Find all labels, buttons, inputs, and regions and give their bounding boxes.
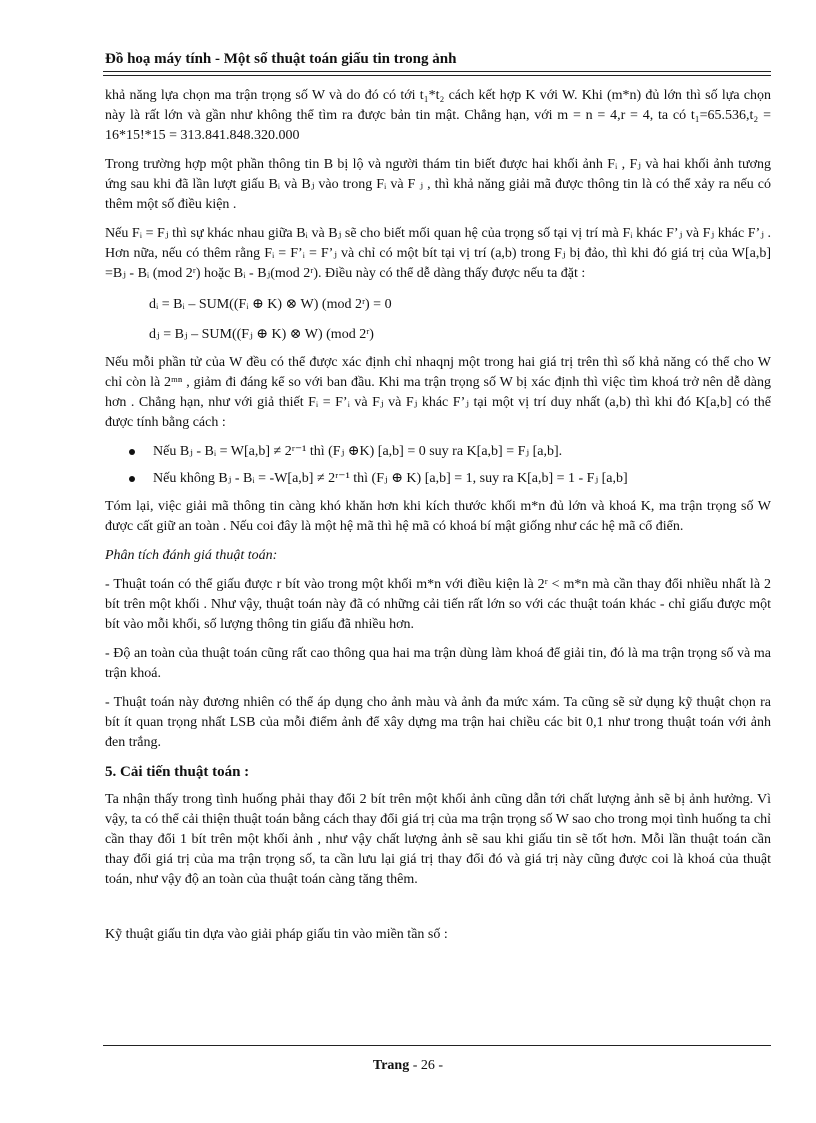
paragraph: Kỹ thuật giấu tin dựa vào giải pháp giấu tin vào miền tần số : bbox=[105, 927, 448, 942]
bullet-item bbox=[105, 442, 771, 462]
paragraph: Trong trường hợp một phần thông tin B bị lộ và người thám tin biết được hai khối ảnh Fᵢ , Fⱼ và hai khối ảnh tương ứng sau khi đã lần lượt giấu Bᵢ và Bⱼ vào trong Fᵢ và F ⱼ , thì khả năng giải mã được thông tin là có thể xảy ra nếu có thêm một số điều kiện . bbox=[105, 157, 771, 212]
bullet-item bbox=[105, 469, 771, 489]
analysis-point: - Độ an toàn của thuật toán cũng rất cao thông qua hai ma trận dùng làm khoá để giải tin, đó là ma trận trọng số và ma trận khoá. bbox=[105, 646, 771, 681]
bullet-text: Nếu không Bⱼ - Bᵢ = -W[a,b] ≠ 2ʳ⁻¹ thì (Fⱼ ⊕ K) [a,b] = 1, suy ra K[a,b] = 1 - Fⱼ [a,b] bbox=[153, 471, 628, 486]
section-heading: 5. Cải tiến thuật toán : bbox=[105, 764, 250, 780]
analysis-point: - Thuật toán có thể giấu được r bít vào trong một khối m*n với điều kiện là 2ʳ < m*n mà cần thay đổi nhiều nhất là 2 bít trên một khối . Như vậy, thuật toán này đã có những cải tiến rất lớn so với các thuật toán khác - chỉ giấu được một bít vào mỗi khối, số lượng thông tin giấu đã nhiều hơn. bbox=[105, 577, 771, 632]
analysis-heading: Phân tích đánh giá thuật toán: bbox=[105, 548, 278, 563]
page-label: Trang bbox=[372, 1058, 410, 1073]
paragraph: khả năng lựa chọn ma trận trọng số W và do đó có tới t₁*t₂ cách kết hợp K với W. Khi (m*n) đủ lớn thì số lựa chọn này là rất lớn và gần như không thể tìm ra được bản tin mật. Chẳng hạn, với m = n = 4,r = 4, ta có t₁=65.536,t₂ = 16*15!*15 = 313.841.848.320.000 bbox=[105, 88, 771, 143]
analysis-point: - Thuật toán này đương nhiên có thể áp dụng cho ảnh màu và ảnh đa mức xám. Ta cũng sẽ sử dụng kỹ thuật chọn ra bít ít quan trọng nhất LSB của mỗi điểm ảnh để xây dựng ma trận hai chiều các bit 0,1 như trong thuật toán với ảnh đen trắng. bbox=[105, 695, 771, 750]
bullet-list bbox=[105, 442, 771, 489]
paragraph: Nếu mỗi phần tử của W đều có thể được xác định chỉ nhaqnj một trong hai giá trị trên thì số khả năng có thể cho W chỉ còn là 2ᵐⁿ , giảm đi đáng kể so với ban đầu. Khi ma trận trọng số W bị xác định thì việc tìm khoá trở nên dễ dàng hơn . Chẳng hạn, như với giả thiết Fᵢ = F’ᵢ và Fⱼ và Fⱼ khác F’ⱼ tại một vị trí duy nhất (a,b) thì khi đó K[a,b] có thể được tính bằng cách : bbox=[105, 355, 771, 430]
bullet-dot-icon bbox=[129, 449, 135, 455]
paragraph: Tóm lại, việc giải mã thông tin càng khó khăn hơn khi kích thước khối m*n đủ lớn và khoá K, ma trận trọng số W được cất giữ an toàn . Nếu coi đây là một hệ mã thì hệ mã có khoá bí mật giống như các hệ mã cổ điển. bbox=[105, 499, 771, 534]
formula-di: dᵢ = Bᵢ – SUM((Fᵢ ⊕ K) ⊗ W) (mod 2ʳ) = 0 bbox=[149, 297, 392, 312]
page-number: - 26 - bbox=[412, 1058, 444, 1073]
header-rule-bottom bbox=[103, 75, 771, 76]
header-rule-top bbox=[103, 71, 771, 72]
bullet-text: Nếu Bⱼ - Bᵢ = W[a,b] ≠ 2ʳ⁻¹ thì (Fⱼ ⊕K) [a,b] = 0 suy ra K[a,b] = Fⱼ [a,b]. bbox=[153, 444, 563, 459]
formula-dj: dⱼ = Bⱼ – SUM((Fⱼ ⊕ K) ⊗ W) (mod 2ʳ) bbox=[149, 327, 374, 342]
footer-rule bbox=[103, 1045, 771, 1046]
bullet-dot-icon bbox=[129, 476, 135, 482]
page-header-title: Đồ hoạ máy tính - Một số thuật toán giấu tin trong ảnh bbox=[105, 51, 457, 67]
paragraph: Ta nhận thấy trong tình huống phải thay đổi 2 bít trên một khối ảnh cũng dẫn tới chất lượng ảnh sẽ bị ảnh hưởng. Vì vậy, ta có thể cải thiện thuật toán bằng cách thay đổi giá trị của ma trận trọng số W sao cho trong mọi tình huống ta chỉ cần thay đổi 1 bít trên một khối ảnh , như vậy chất lượng ảnh sẽ sau khi giấu tin sẽ tốt hơn. Mỗi lần thuật toán cần thay đổi giá trị của ma trận trọng số, ta cần lưu lại giá trị thay đổi đó và giá trị này cũng được coi là khoá của thuật toán, như vậy độ an toàn của thuật toán càng tăng thêm. bbox=[105, 792, 771, 887]
page-content bbox=[105, 86, 771, 954]
spacer bbox=[105, 899, 771, 925]
page-footer bbox=[0, 1058, 816, 1074]
paragraph: Nếu Fᵢ = Fⱼ thì sự khác nhau giữa Bᵢ và Bⱼ sẽ cho biết mối quan hệ của trọng số tại vị trí mà Fᵢ khác F’ⱼ và Fⱼ khác F’ⱼ . Hơn nữa, nếu có thêm rằng Fᵢ = F’ᵢ = F’ⱼ và chỉ có một bít tại vị trí (a,b) trong Fⱼ bị đảo, thì khi đó giá trị của W[a,b] =Bⱼ - Bᵢ (mod 2ʳ) hoặc Bᵢ - Bⱼ(mod 2ʳ). Điều này có thể dễ dàng thấy được nếu ta đặt : bbox=[105, 226, 771, 281]
